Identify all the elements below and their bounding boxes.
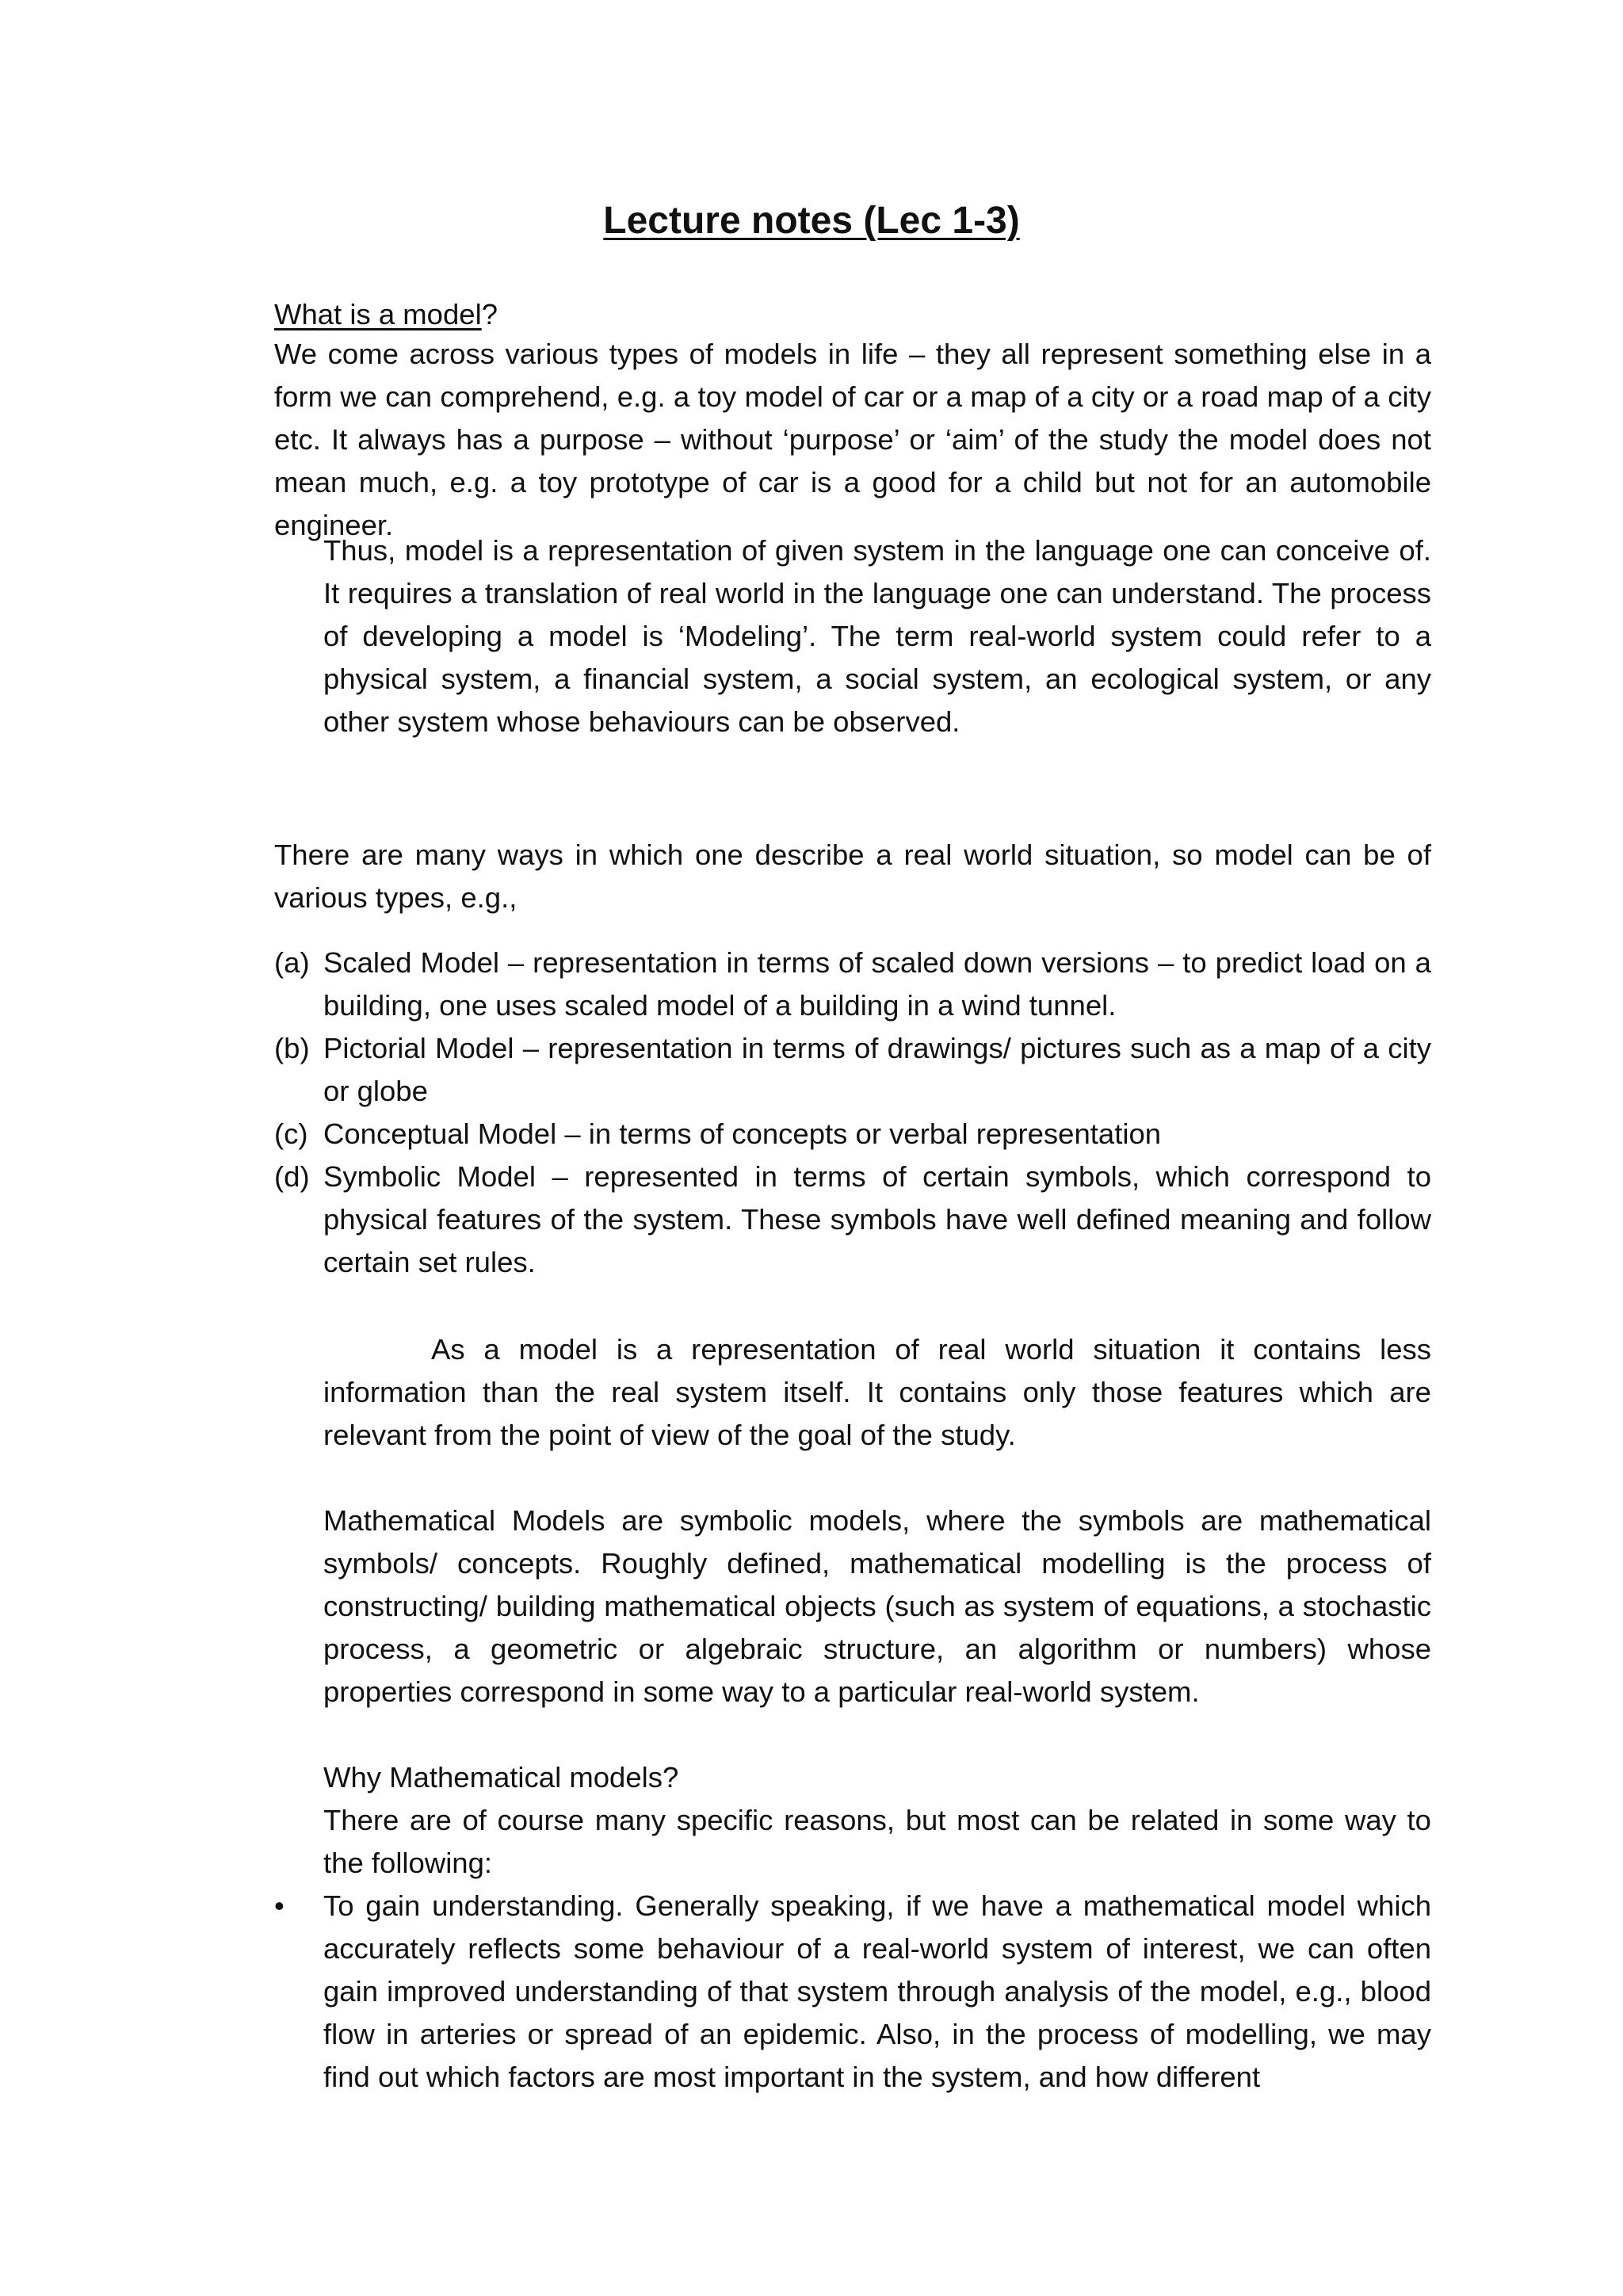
list-marker: (b) xyxy=(274,1032,310,1064)
list-item-text: Scaled Model – representation in terms of scaled down versions – to predict load on a building, one uses scaled model of a building in a wind tunnel. xyxy=(323,946,1431,1022)
list-item-text: Symbolic Model – represented in terms of certain symbols, which correspond to physical features of the system. These symbols have well defined meaning and follow certain set rules. xyxy=(323,1160,1431,1278)
section-heading-suffix: ? xyxy=(481,298,498,330)
page-title-text: Lecture notes (Lec 1-3) xyxy=(603,200,1020,242)
list-item-text: Pictorial Model – representation in terms of drawings/ pictures such as a map of a city or globe xyxy=(323,1032,1431,1107)
bullet-list-item xyxy=(274,1885,1431,2099)
list-item xyxy=(274,1113,1431,1156)
section-heading xyxy=(274,293,1431,336)
why-heading: Why Mathematical models? xyxy=(323,1761,679,1794)
list-item xyxy=(274,1027,1431,1113)
bullet-marker: • xyxy=(274,1889,285,1922)
section-heading-text: What is a model xyxy=(274,298,482,330)
list-item xyxy=(274,942,1431,1027)
types-intro-paragraph: There are many ways in which one describe a real world situation, so model can be of various types, e.g., xyxy=(274,839,1431,914)
list-marker: (d) xyxy=(274,1160,310,1193)
list-marker: (a) xyxy=(274,946,310,979)
list-item xyxy=(274,1156,1431,1284)
list-marker: (c) xyxy=(274,1117,308,1150)
model-types-list xyxy=(274,942,1431,1284)
definition-paragraph: Thus, model is a representation of given system in the language one can conceive of. It requires a translation of real world in the language one can understand. The process of developing a model is ‘Modeling’. The term real-world system could refer to a physical system, a financial system, a social system, an ecological system, or any other system whose behaviours can be observed. xyxy=(323,534,1431,738)
page-title xyxy=(0,198,1623,244)
less-information-paragraph: As a model is a representation of real world situation it contains less information than the real system itself. It contains only those features which are relevant from the point of view of the goal of the study. xyxy=(323,1333,1431,1451)
mathematical-models-paragraph: Mathematical Models are symbolic models, where the symbols are mathematical symbols/ concepts. Roughly defined, mathematical modelling is the process of constructing/ building mathematical objects (such as system of equations, a stochastic process, a geometric or algebraic structure, an algorithm or numbers) whose properties correspond in some way to a particular real-world system. xyxy=(323,1504,1431,1708)
bullet-text: To gain understanding. Generally speaking, if we have a mathematical model which accurately reflects some behaviour of a real-world system of interest, we can often gain improved understanding of that system through analysis of the model, e.g., blood flow in arteries or spread of an epidemic. Also, in the process of modelling, we may find out which factors are most important in the system, and how different xyxy=(323,1889,1431,2093)
why-intro-paragraph: There are of course many specific reasons, but most can be related in some way to the following: xyxy=(323,1804,1431,1879)
intro-paragraph: We come across various types of models in life – they all represent something else in a form we can comprehend, e.g. a toy model of car or a map of a city or a road map of a city etc. It always has a purpose – without ‘purpose’ or ‘aim’ of the study the model does not mean much, e.g. a toy prototype of car is a good for a child but not for an automobile engineer. xyxy=(274,338,1431,541)
list-item-text: Conceptual Model – in terms of concepts or verbal representation xyxy=(323,1117,1162,1150)
